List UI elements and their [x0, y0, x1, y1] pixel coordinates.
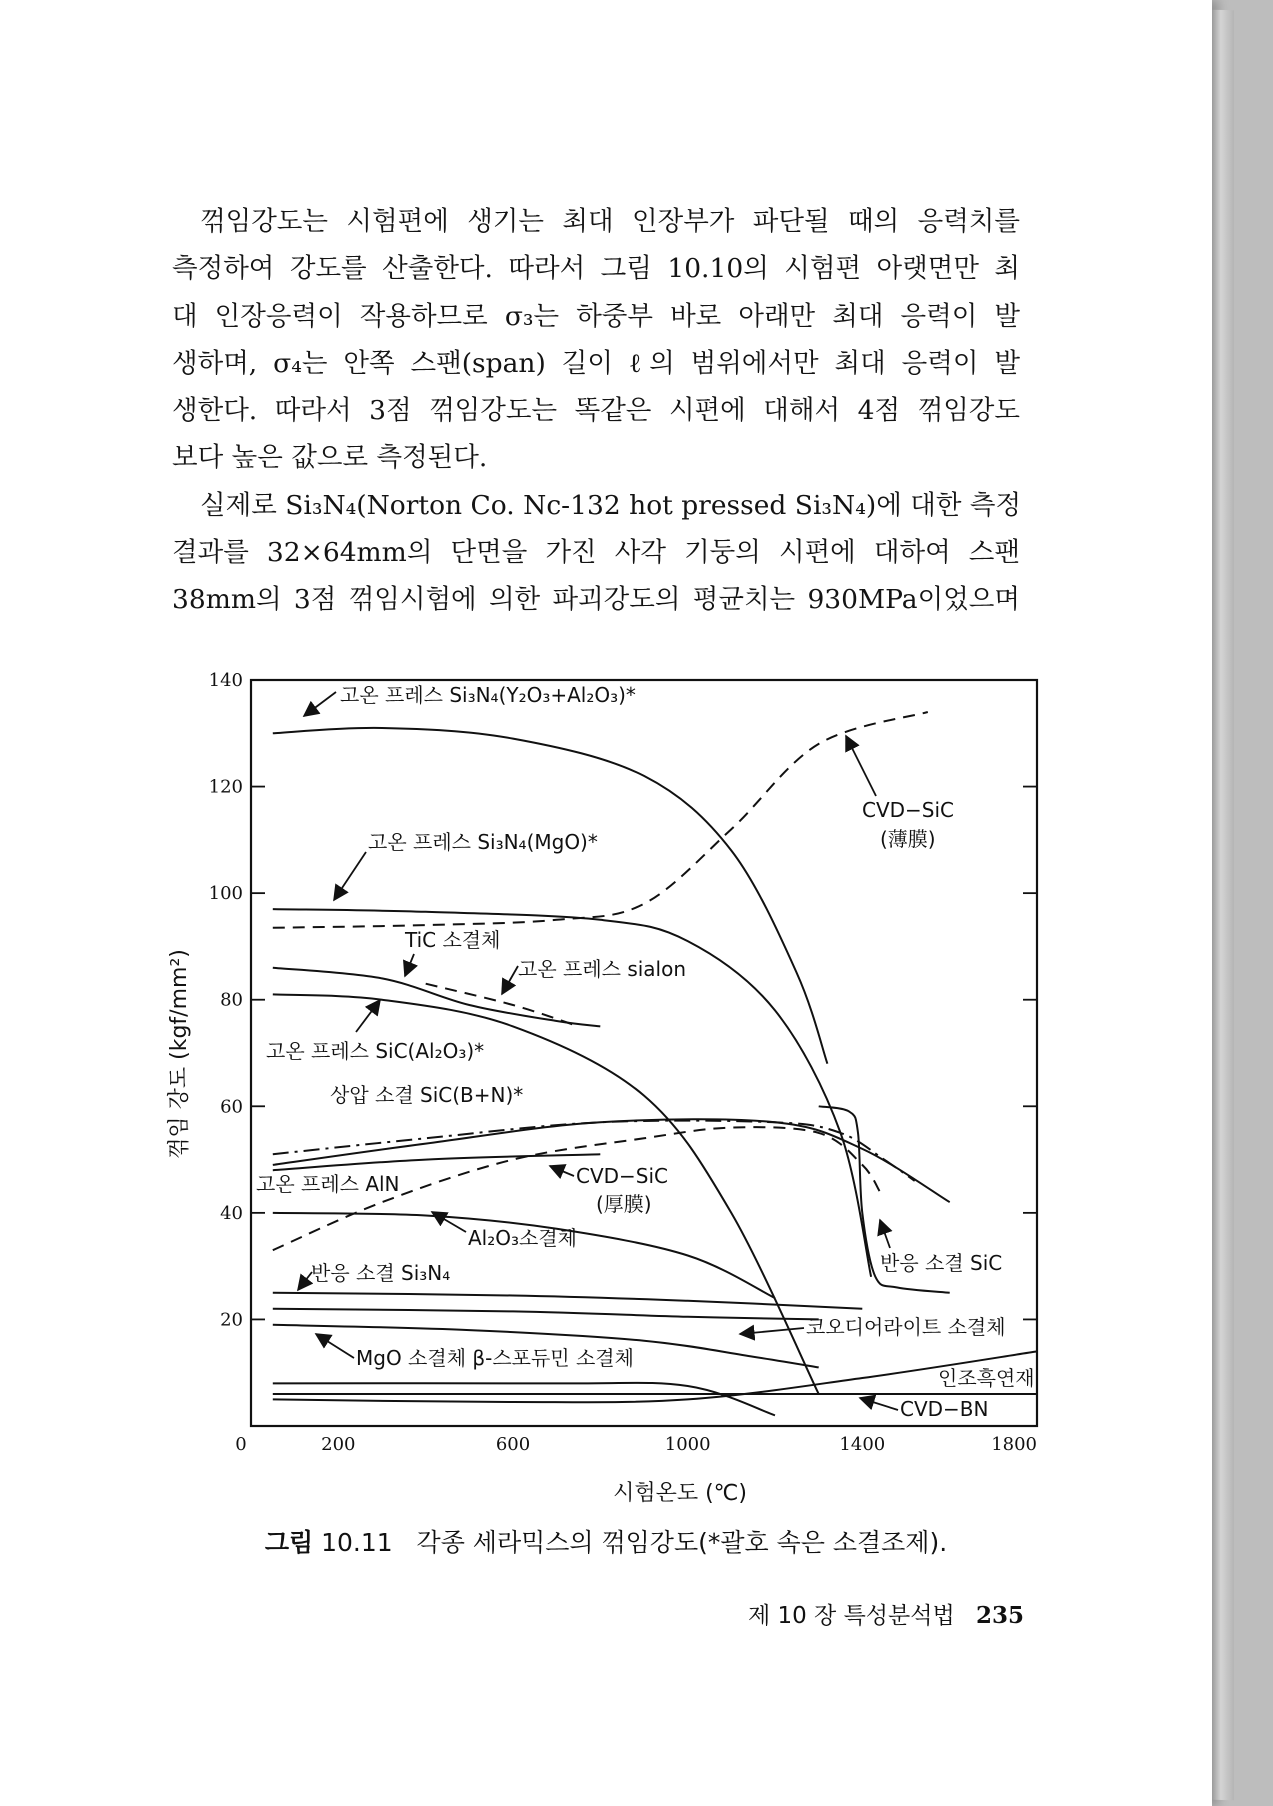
series-line [273, 712, 928, 928]
paragraph-line: 실제로 Si₃N₄(Norton Co. Nc-132 hot pressed Si₃N₄)에 대한 측정 [200, 489, 1022, 521]
annotation-label: 고온 프레스 SiC(Al₂O₃)* [266, 1039, 485, 1063]
x-tick-label: 0 [235, 1434, 247, 1455]
y-tick-label: 60 [220, 1096, 243, 1118]
annotation-label: MgO 소결체 β-스포듀민 소결체 [356, 1346, 634, 1370]
annotation-label: CVD−SiC [576, 1164, 669, 1188]
y-axis-label: 꺾임 강도 (kgf/mm²) [167, 949, 192, 1159]
x-tick-label: 1400 [839, 1434, 886, 1455]
paragraph-line: 꺾임강도는 시험편에 생기는 최대 인장부가 파단될 때의 응력치를 [200, 206, 1020, 237]
paragraph-line: 측정하여 강도를 산출한다. 따라서 그림 10.10의 시험편 아랫면만 최 [172, 253, 1020, 285]
y-tick-label: 40 [220, 1202, 243, 1224]
page-number: 235 [975, 1602, 1024, 1629]
page-footer [748, 1597, 1024, 1630]
annotation-label: 상압 소결 SiC(B+N)* [330, 1083, 524, 1107]
annotation-label: 고온 프레스 AlN [256, 1172, 400, 1196]
annotation-label: 고온 프레스 sialon [518, 957, 687, 981]
y-tick-label: 100 [208, 883, 243, 905]
figure-caption [0, 1523, 1212, 1559]
annotation-label: TiC 소결체 [405, 928, 501, 952]
annotation-label: 고온 프레스 Si₃N₄(Y₂O₃+Al₂O₃)* [340, 683, 636, 707]
paragraph-line: 38mm의 3점 꺾임시험에 의한 파괴강도의 평균치는 930MPa이었으며 [172, 584, 1020, 616]
chapter-title: 제 10 장 특성분석법 [747, 1603, 955, 1629]
y-tick-label: 20 [220, 1309, 243, 1331]
series-line [273, 728, 828, 1064]
caption-label: 그림 [264, 1528, 314, 1557]
x-tick-label: 1800 [991, 1434, 1037, 1455]
paragraph-line: 생하며, σ₄는 안쪽 스팬(span) 길이 ℓ의 범위에서만 최대 응력이 발 [172, 347, 1020, 379]
annotation-label: 반응 소결 Si₃N₄ [311, 1261, 451, 1285]
annotation-label: CVD−SiC [862, 798, 955, 822]
series-line [273, 1309, 819, 1320]
paragraph-line: 보다 높은 값으로 측정된다. [172, 442, 488, 474]
annotation-label: (薄膜) [880, 827, 936, 851]
series-line [273, 1154, 601, 1170]
x-tick-label: 600 [495, 1434, 531, 1455]
annotation-label: 고온 프레스 Si₃N₄(MgO)* [368, 830, 598, 854]
x-axis-label: 시험온도 (℃) [613, 1481, 747, 1506]
paragraph-line: 결과를 32×64mm의 단면을 가진 사각 기둥의 시편에 대하여 스팬 [172, 537, 1020, 569]
x-tick-label: 1000 [664, 1434, 711, 1455]
annotation-label: CVD−BN [900, 1397, 989, 1421]
annotation-label: 코오디어라이트 소결체 [806, 1315, 1006, 1339]
annotation-label: (厚膜) [596, 1192, 652, 1216]
caption-number: 10.11 [321, 1528, 393, 1557]
y-tick-label: 140 [208, 670, 243, 691]
paragraph-line: 생한다. 따라서 3점 꺾임강도는 똑같은 시편에 대해서 4점 꺾임강도 [172, 395, 1020, 427]
annotation-label: 인조흑연재 [938, 1366, 1035, 1390]
y-tick-label: 120 [208, 776, 243, 798]
annotation-label: 반응 소결 SiC [880, 1251, 1003, 1275]
x-tick-label: 200 [321, 1434, 356, 1455]
y-tick-label: 80 [220, 989, 243, 1011]
page-edge [1212, 10, 1234, 1801]
annotation-label: Al₂O₃소결체 [468, 1226, 577, 1250]
paragraph-line: 대 인장응력이 작용하므로 σ₃는 하중부 바로 아래만 최대 응력이 발 [172, 300, 1020, 332]
caption-text: 각종 세라믹스의 꺾임강도(*괄호 속은 소결조제). [416, 1528, 948, 1557]
